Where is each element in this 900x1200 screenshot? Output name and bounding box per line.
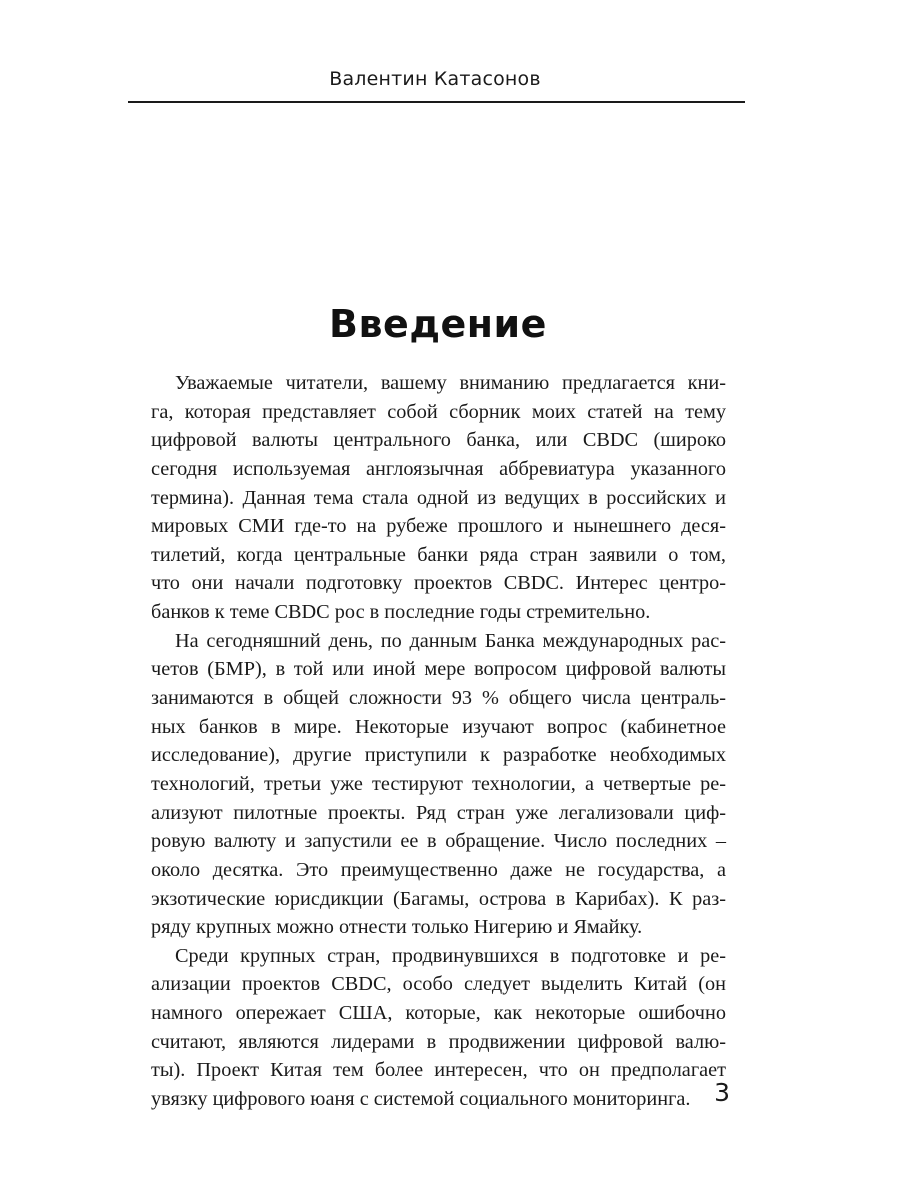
text-line: экзотические юрисдикции (Багамы, острова в Карибах). К раз-: [151, 887, 726, 910]
paragraph-1: [151, 369, 726, 627]
text-line: На сегодняшний день, по данным Банка международных рас-: [175, 629, 726, 652]
text-line: мировых СМИ где-то на рубеже прошлого и нынешнего деся-: [151, 515, 726, 538]
text-line: что они начали подготовку проектов CBDC. Интерес центро-: [151, 572, 726, 595]
text-line: занимаются в общей сложности 93 % общего числа централь-: [151, 687, 726, 710]
text-line: га, которая представляет собой сборник моих статей на тему: [151, 400, 726, 423]
body-text: [151, 369, 726, 1114]
text-line: ализуют пилотные проекты. Ряд стран уже легализовали циф-: [151, 801, 726, 824]
text-line: Среди крупных стран, продвинувшихся в подготовке и ре-: [175, 944, 726, 967]
text-line: технологий, третьи уже тестируют технологии, а четвертые ре-: [151, 772, 726, 795]
text-line: термина). Данная тема стала одной из ведущих в российских и: [151, 486, 726, 509]
text-line: сегодня используемая англоязычная аббревиатура указанного: [151, 457, 726, 480]
header-rule: [128, 101, 745, 103]
text-line: считают, являются лидерами в продвижении цифровой валю-: [151, 1030, 726, 1053]
chapter-title: Введение: [329, 302, 547, 346]
text-line: ных банков в мире. Некоторые изучают вопрос (кабинетное: [151, 715, 726, 738]
text-line: банков к теме CBDC рос в последние годы стремительно.: [151, 601, 651, 624]
text-line: ты). Проект Китая тем более интересен, что он предполагает: [151, 1059, 726, 1082]
text-line: увязку цифрового юаня с системой социального мониторинга.: [151, 1088, 691, 1111]
text-line: четов (БМР), в той или иной мере вопросом цифровой валюты: [151, 658, 726, 681]
text-line: тилетий, когда центральные банки ряда стран заявили о том,: [151, 543, 726, 566]
text-line: цифровой валюты центрального банка, или CBDC (широко: [151, 429, 726, 452]
text-line: ряду крупных можно отнести только Нигерию и Ямайку.: [151, 916, 643, 939]
paragraph-2: [151, 627, 726, 942]
page-number: 3: [714, 1078, 730, 1107]
text-line: ализации проектов CBDC, особо следует выделить Китай (он: [151, 973, 726, 996]
text-line: Уважаемые читатели, вашему вниманию предлагается кни-: [175, 372, 726, 394]
paragraph-3: [151, 942, 726, 1114]
text-line: около десятка. Это преимущественно даже не государства, а: [151, 858, 726, 881]
text-line: ровую валюту и запустили ее в обращение. Число последних –: [151, 830, 726, 853]
text-line: исследование), другие приступили к разработке необходимых: [151, 744, 726, 767]
running-header-author: Валентин Катасонов: [329, 68, 541, 90]
text-line: намного опережает США, которые, как некоторые ошибочно: [151, 1002, 726, 1025]
